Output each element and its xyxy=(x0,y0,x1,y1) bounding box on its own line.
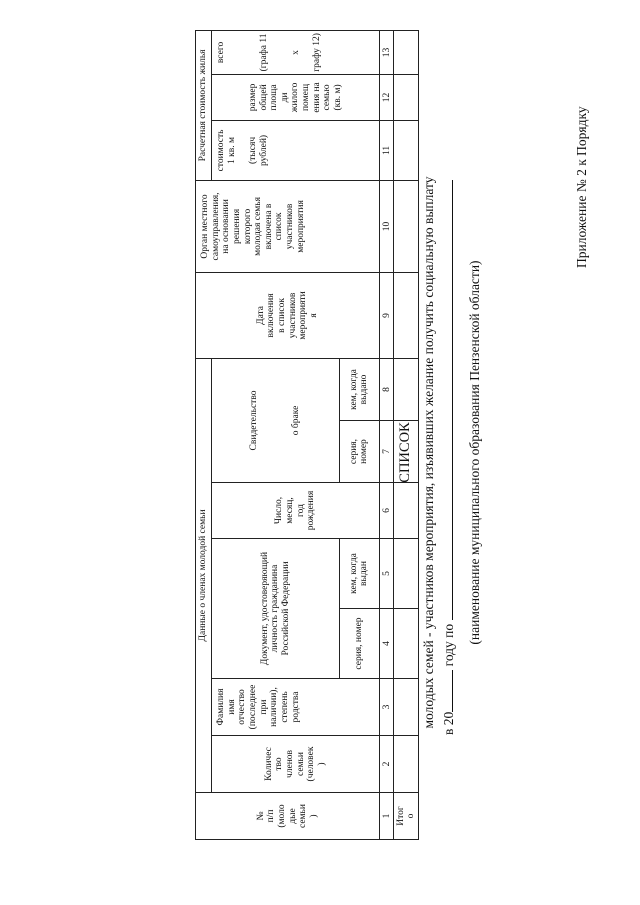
total-cell xyxy=(394,74,419,120)
cost-per-m2-header-text: стоимость 1 кв. м (тысяч рублей) xyxy=(216,129,269,172)
local-authority-header-text: Орган местного самоуправления, на основании решения которого молодая семья включена в список участников мероприятия xyxy=(200,192,306,261)
area-header-text: размер общей площа ди жилого помещ ения на семью (кв. м) xyxy=(247,82,343,113)
total-cell xyxy=(394,358,419,420)
total-cell xyxy=(394,736,419,793)
id-document-header-text: Документ, удостоверяющий личность гражданина Российской Федерации xyxy=(259,551,291,666)
year-prefix: в 20 xyxy=(441,711,456,735)
municipality-blank xyxy=(440,180,453,620)
header-certificate xyxy=(212,358,340,482)
family-count-header-text: Количес тво членов семьи (человек ) xyxy=(263,746,327,782)
total-cell xyxy=(394,539,419,609)
column-number: 13 xyxy=(380,30,394,74)
header-area xyxy=(212,74,380,120)
header-cost-per-m2 xyxy=(212,120,380,180)
column-number: 4 xyxy=(380,609,394,679)
total-row xyxy=(394,30,419,839)
municipality-caption: (наименование муниципального образования Пензенской области) xyxy=(467,260,482,645)
column-number-row xyxy=(380,30,394,839)
header-local-authority xyxy=(196,180,380,272)
birth-date-header-text: Число, месяц, год рождения xyxy=(274,490,317,531)
header-member-data-group: Данные о членах молодой семьи xyxy=(196,358,212,792)
year-line xyxy=(440,180,456,735)
document-title: СПИСОК xyxy=(397,422,413,483)
total-cell xyxy=(394,483,419,539)
row-number-header-text: № п/п (моло дые семьи ) xyxy=(255,804,319,828)
total-label-text: Итог о xyxy=(395,806,417,826)
header-inclusion-date xyxy=(196,272,380,358)
document-subtitle: молодых семей - участников мероприятия, изъявивших желание получить социальную выплату xyxy=(421,176,436,729)
marriage-label: о браке xyxy=(291,405,302,436)
header-series-number: серия, номер xyxy=(339,609,379,679)
header-cert-series xyxy=(339,421,379,483)
fio-header-text: Фамилия имя отчество (последнее при наличии), степень родства xyxy=(216,684,301,730)
column-number: 2 xyxy=(380,736,394,793)
column-number: 12 xyxy=(380,74,394,120)
total-cell xyxy=(394,679,419,736)
column-number: 1 xyxy=(380,793,394,840)
header-cost-group: Расчетная стоимость жилья xyxy=(196,30,212,180)
total-cell xyxy=(394,120,419,180)
header-total xyxy=(212,30,380,74)
header-issued-by xyxy=(339,539,379,609)
year-mid: году по xyxy=(441,623,456,667)
cert-issued-header-text: кем, когда выдано xyxy=(348,369,370,410)
total-header-text: всего (графа 11 х графу 12) xyxy=(216,33,322,72)
header-family-count xyxy=(212,736,380,793)
annex-label: Приложение № 2 к Порядку xyxy=(574,106,589,268)
total-cell xyxy=(394,421,419,483)
column-number: 9 xyxy=(380,272,394,358)
total-cell xyxy=(394,609,419,679)
column-number: 8 xyxy=(380,358,394,420)
header-fio xyxy=(212,679,380,736)
family-list-table xyxy=(195,30,419,840)
column-number: 10 xyxy=(380,180,394,272)
header-row-number xyxy=(196,793,380,840)
column-number: 3 xyxy=(380,679,394,736)
header-id-document xyxy=(212,539,340,679)
issued-by-header-text: кем, когда выдан xyxy=(348,553,370,594)
total-cell xyxy=(394,30,419,74)
total-cell xyxy=(394,180,419,272)
inclusion-date-header-text: Дата включения в список участников мероприяти я xyxy=(255,291,319,340)
column-number: 11 xyxy=(380,120,394,180)
certificate-label: Свидетельство xyxy=(248,390,259,451)
total-cell xyxy=(394,272,419,358)
cert-series-header-text: серия, номер xyxy=(348,438,370,465)
header-birth-date xyxy=(212,483,380,539)
column-number: 7 xyxy=(380,421,394,483)
column-number: 6 xyxy=(380,483,394,539)
total-label xyxy=(394,793,419,840)
header-cert-issued xyxy=(339,358,379,420)
column-number: 5 xyxy=(380,539,394,609)
year-blank xyxy=(440,670,453,712)
